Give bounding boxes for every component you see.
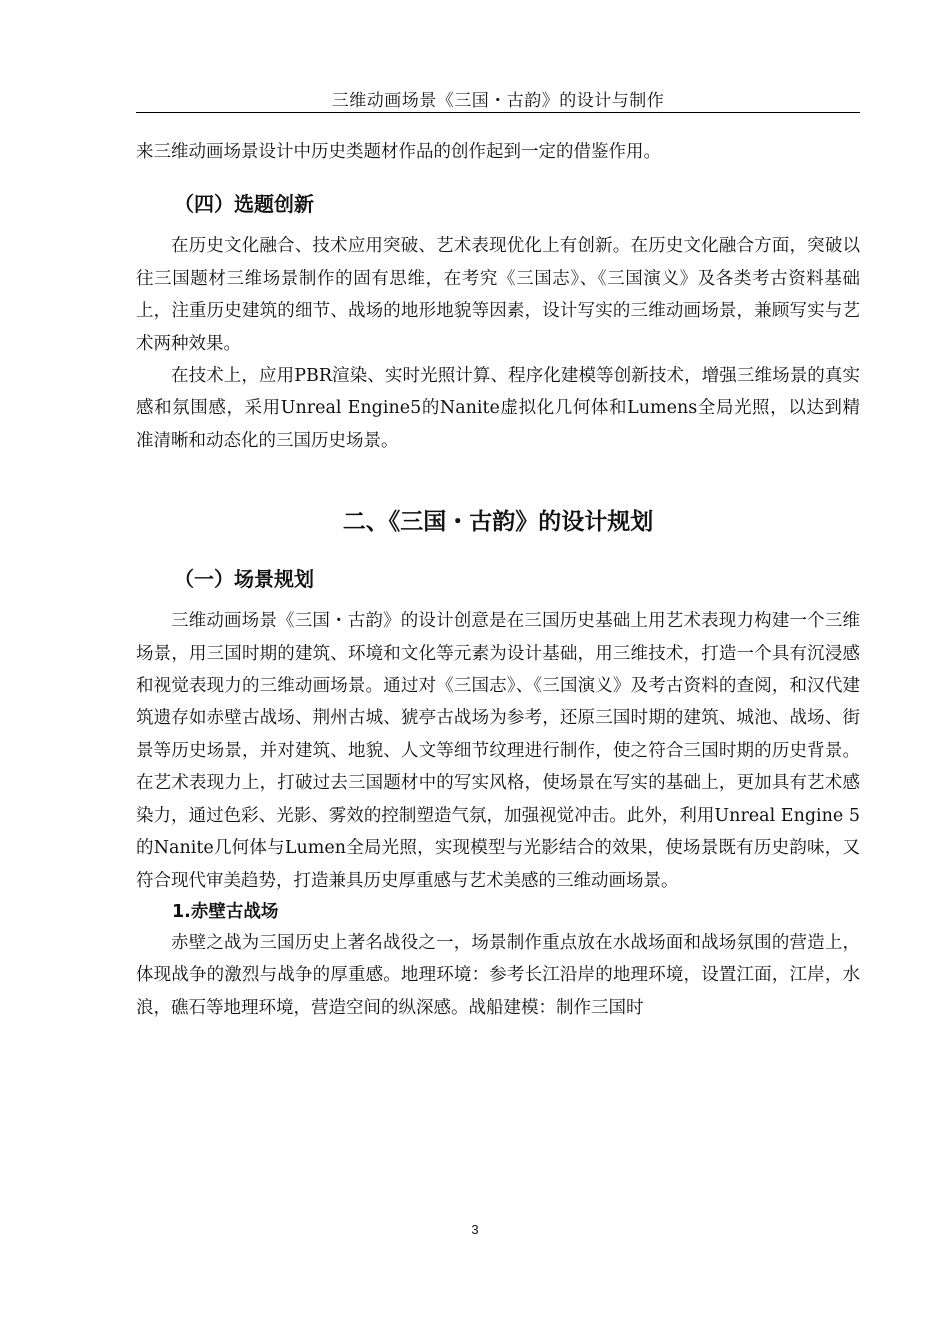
- chapter-heading: 二、《三国・古韵》的设计规划: [342, 509, 654, 536]
- innovation-paragraph-2: 在技术上，应用PBR渲染、实时光照计算、程序化建模等创新技术，增强三维场景的真实感和氛围感，采用Unreal Engine5的Nanite虚拟化几何体和Lumens全局光照，以达到精准清晰和动态化的三国历史场景。: [136, 366, 860, 451]
- continuation-paragraph: 来三维动画场景设计中历史类题材作品的创作起到一定的借鉴作用。: [136, 142, 661, 162]
- scene-planning-paragraph: 三维动画场景《三国・古韵》的设计创意是在三国历史基础上用艺术表现力构建一个三维场景，用三国时期的建筑、环境和文化等元素为设计基础，用三维技术，打造一个具有沉浸感和视觉表现力的三维动画场景。通过对《三国志》、《三国演义》及考古资料的查阅，和汉代建筑遗存如赤壁古战场、荆州古城、猇亭古战场为参考，还原三国时期的建筑、城池、战场、街景等历史场景，并对建筑、地貌、人文等细节纹理进行制作，使之符合三国时期的历史背景。在艺术表现力上，打破过去三国题材中的写实风格，使场景在写实的基础上，更加具有艺术感染力，通过色彩、光影、雾效的控制塑造气氛，加强视觉冲击。此外，利用Unreal Engine 5的Nanite几何体与Lumen全局光照，实现模型与光影结合的效果，使场景既有历史韵味，又符合现代审美趋势，打造兼具历史厚重感与艺术美感的三维动画场景。: [136, 611, 860, 891]
- chibi-heading: 1.赤壁古战场: [172, 901, 279, 922]
- chibi-paragraph: 赤壁之战为三国历史上著名战役之一，场景制作重点放在水战场面和战场氛围的营造上，体现战争的激烈与战争的厚重感。地理环境：参考长江沿岸的地理环境，设置江面，江岸，水浪，礁石等地理环境，营造空间的纵深感。战船建模：制作三国时: [136, 932, 860, 1018]
- page-body: [136, 136, 860, 1024]
- scene-planning-heading: （一）场景规划: [174, 567, 314, 592]
- page-number: 3: [471, 1222, 479, 1237]
- running-header: 三维动画场景《三国・古韵》的设计与制作: [136, 90, 860, 113]
- innovation-paragraph-1: 在历史文化融合、技术应用突破、艺术表现优化上有创新。在历史文化融合方面，突破以往三国题材三维场景制作的固有思维，在考究《三国志》、《三国演义》及各类考古资料基础上，注重历史建筑的细节、战场的地形地貌等因素，设计写实的三维动画场景，兼顾写实与艺术两种效果。: [136, 236, 860, 354]
- innovation-heading: （四）选题创新: [174, 192, 314, 217]
